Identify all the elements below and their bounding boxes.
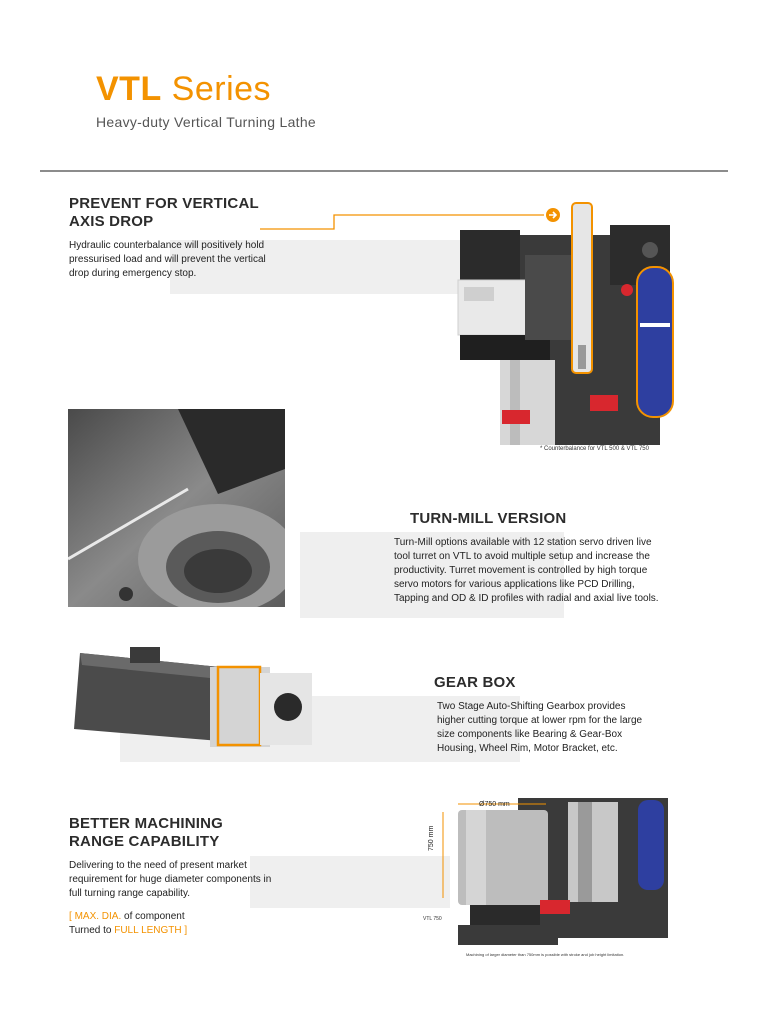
bracket-open: [	[69, 911, 72, 922]
body-line: Turn-Mill options available with 12 station servo driven live	[394, 537, 652, 548]
page-title	[96, 70, 316, 108]
section-heading	[69, 815, 369, 851]
title-strong: VTL	[96, 70, 162, 108]
section-gear-box	[434, 674, 724, 756]
body-line: size components like Bearing & Gear-Box	[437, 729, 623, 740]
title-light: Series	[171, 70, 272, 108]
body-line: Hydraulic counterbalance will positively hold	[69, 240, 265, 251]
section-heading: GEAR BOX	[434, 674, 516, 691]
full-length-text: FULL LENGTH	[114, 925, 182, 936]
body-line: Housing, Wheel Rim, Motor Bracket, etc.	[437, 743, 618, 754]
section-heading: TURN-MILL VERSION	[410, 510, 567, 527]
section-body	[69, 239, 359, 281]
body-line: higher cutting torque at lower rpm for the large	[437, 715, 643, 726]
page-header	[96, 70, 316, 130]
page-subtitle: Heavy-duty Vertical Turning Lathe	[96, 114, 317, 130]
section-body	[69, 859, 369, 901]
header-divider	[40, 170, 728, 172]
gearbox-illustration	[70, 645, 325, 755]
bracket-close: ]	[184, 925, 188, 936]
height-dimension-label: 750 mm	[428, 825, 435, 851]
diameter-dimension-label: Ø750 mm	[479, 801, 510, 808]
body-line: drop during emergency stop.	[69, 268, 197, 279]
heading-line: RANGE CAPABILITY	[69, 833, 220, 850]
capability-line-2	[69, 924, 369, 938]
section-body	[437, 700, 724, 756]
capability-line-1	[69, 910, 369, 924]
capability-callout	[69, 910, 369, 938]
of-component-text: of component	[124, 911, 185, 922]
body-line: Two Stage Auto-Shifting Gearbox provides	[437, 701, 626, 712]
body-line: full turning range capability.	[69, 888, 190, 899]
model-label: VTL 750	[423, 916, 442, 922]
body-line: servo motors for various applications like PCD Drilling,	[394, 579, 635, 590]
turned-to-text: Turned to	[69, 925, 112, 936]
heading-line: PREVENT FOR VERTICAL	[69, 195, 259, 212]
section-body	[394, 536, 714, 606]
machining-caption: Machining of larger diameter than 750mm is possible with stroke and job height limitation.	[466, 952, 625, 957]
heading-line: AXIS DROP	[69, 213, 154, 230]
vtl-750-illustration	[418, 790, 668, 950]
counterbalance-note: * Counterbalance for VTL 500 & VTL 750	[540, 446, 649, 452]
body-line: productivity. Turret movement is controlled by high torque	[394, 565, 648, 576]
body-line: Tapping and OD & ID profiles with radial and axial live tools.	[394, 593, 659, 604]
body-line: Delivering to the need of present market	[69, 860, 247, 871]
vtl-counterbalance-illustration	[440, 195, 685, 445]
turn-mill-photo	[68, 409, 285, 607]
section-turn-mill	[394, 510, 714, 606]
body-line: requirement for huge diameter components in	[69, 874, 272, 885]
body-line: tool turret on VTL to avoid multiple setup and increase the	[394, 551, 650, 562]
section-machining-range	[69, 815, 369, 938]
heading-line: BETTER MACHINING	[69, 815, 224, 832]
body-line: pressurised load and will prevent the vertical	[69, 254, 266, 265]
max-dia-text: MAX. DIA.	[74, 911, 122, 922]
